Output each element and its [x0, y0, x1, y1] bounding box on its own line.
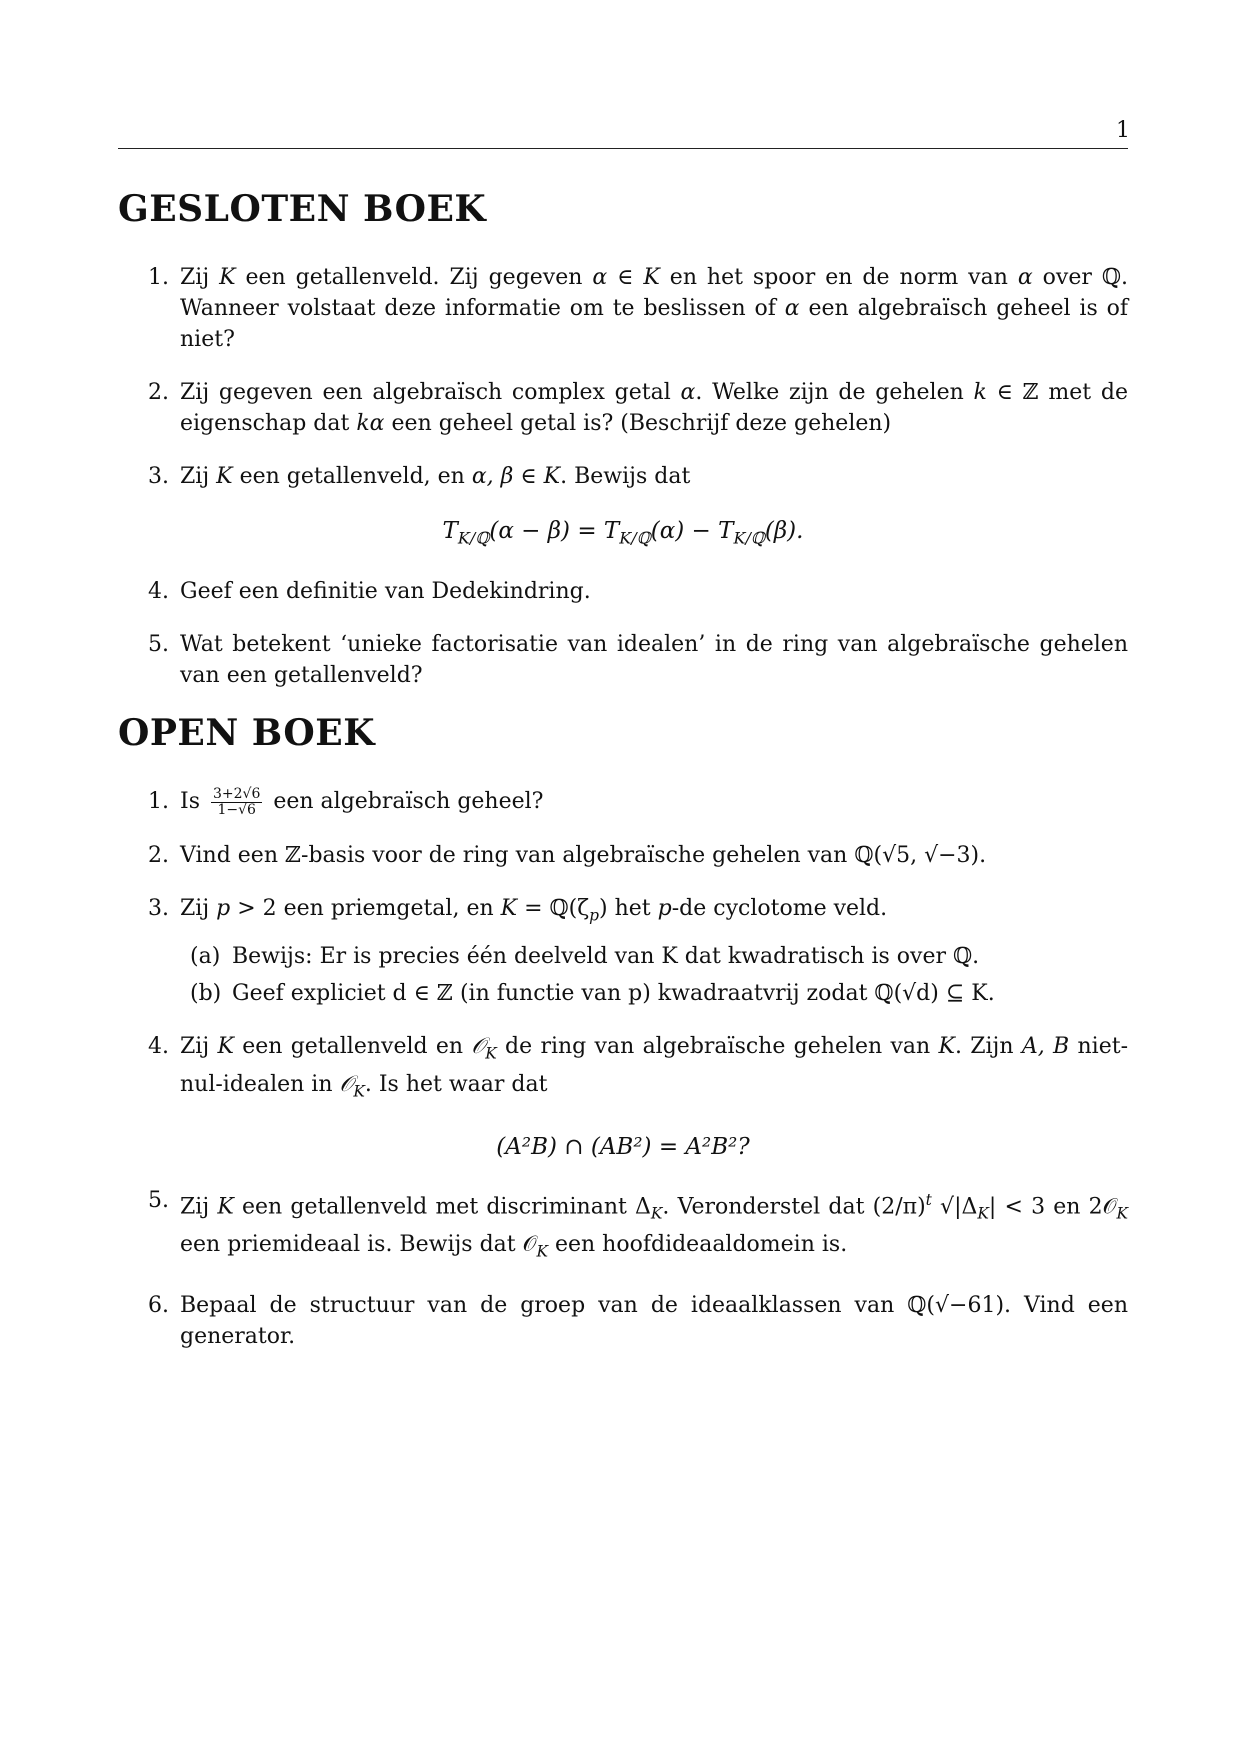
- math-symbol: α: [784, 296, 800, 321]
- question-item: [118, 629, 1128, 691]
- sub-question-label: (b): [190, 980, 222, 1006]
- page-number: 1: [1116, 118, 1130, 143]
- sub-question: [180, 978, 1128, 1009]
- question-item: [118, 262, 1128, 355]
- section-title-open-boek: OPEN BOEK: [118, 712, 375, 754]
- display-equation: $T_{K/ℚ}(\alpha - \beta) = T_{K/ℚ}(\alpha) - T_{K/ℚ}(\beta)$.: [442, 518, 804, 548]
- math-symbol: kα: [356, 411, 385, 436]
- math-symbol: α: [1017, 265, 1033, 290]
- math-symbol: K: [217, 1033, 234, 1059]
- question-number: 2.: [148, 380, 169, 405]
- question-text: . Zijn: [954, 1033, 1022, 1059]
- question-text: ) het: [599, 895, 658, 921]
- question-number: 5.: [148, 631, 169, 657]
- question-text: een geheel getal is? (Beschrijf deze gehelen): [384, 411, 892, 436]
- question-text: Zij: [180, 265, 220, 290]
- question-text: een priemideaal is. Bewijs dat 𝒪: [180, 1232, 537, 1258]
- question-text: √|Δ: [931, 1194, 978, 1219]
- question-text: ∈: [513, 464, 544, 489]
- question-number: 6.: [148, 1292, 169, 1318]
- display-equation: (A²B) ∩ (AB²) = A²B²?: [496, 1133, 750, 1160]
- math-subscript: K: [353, 1082, 365, 1101]
- question-item: [118, 840, 1128, 871]
- math-symbol: 𝒪: [339, 1072, 354, 1098]
- question-text: een algebraïsch geheel is of niet?: [180, 296, 1128, 352]
- header-rule: [118, 148, 1128, 149]
- question-text: > 2 een priemgetal, en: [230, 895, 501, 921]
- math-subscript: p: [589, 905, 600, 924]
- math-symbol: α: [680, 380, 696, 405]
- question-text: . Welke zijn de gehelen: [695, 380, 974, 405]
- question-text: een getallenveld met discriminant Δ: [233, 1194, 651, 1219]
- question-item: [118, 1031, 1128, 1163]
- math-symbol: K: [217, 1194, 234, 1219]
- math-symbol: α, β: [471, 464, 514, 489]
- question-text: ∈ ℤ met de eigenschap dat: [180, 380, 1128, 436]
- question-text: Zij: [180, 464, 217, 489]
- math-symbol: K: [543, 464, 561, 489]
- question-number: 2.: [148, 842, 169, 868]
- question-text: . Veronderstel dat (2/π): [662, 1194, 926, 1219]
- question-text: een getallenveld. Zij gegeven: [235, 265, 593, 290]
- question-text: Wat betekent ‘unieke factorisatie van idealen’ in de ring van algebraïsche gehelen van een getallenveld?: [180, 631, 1128, 688]
- question-text: een hoofdideaaldomein is.: [547, 1232, 848, 1258]
- question-text: Zij: [180, 895, 217, 921]
- question-item: [118, 1290, 1128, 1352]
- question-text: Geef een definitie van Dedekindring.: [180, 578, 591, 604]
- math-subscript: K: [977, 1204, 989, 1223]
- question-number: 4.: [148, 578, 169, 604]
- math-subscript: K: [1116, 1204, 1129, 1223]
- question-number: 1.: [148, 789, 169, 814]
- math-subscript: K: [650, 1204, 663, 1223]
- math-symbol: A, B: [1021, 1033, 1070, 1059]
- question-item: [118, 377, 1128, 439]
- question-number: 3.: [148, 464, 169, 489]
- question-number: 3.: [148, 895, 169, 921]
- fraction: [211, 787, 262, 818]
- math-symbol: k: [973, 380, 987, 405]
- math-symbol: p: [657, 895, 672, 921]
- question-text: een getallenveld, en: [232, 464, 472, 489]
- question-text: = ℚ(ζ: [517, 895, 590, 921]
- question-text: . Bewijs dat: [560, 464, 691, 489]
- math-subscript: K: [536, 1242, 548, 1261]
- math-superscript: t: [925, 1190, 932, 1209]
- math-symbol: K: [216, 464, 233, 489]
- question-item: [118, 461, 1128, 554]
- sub-question-text: Bewijs: Er is precies één deelveld van K dat kwadratisch is over ℚ.: [232, 943, 980, 969]
- gesloten-boek-questions: [118, 262, 1128, 691]
- question-text: een getallenveld en: [233, 1033, 472, 1059]
- math-symbol: K: [500, 895, 518, 921]
- question-text: Vind een ℤ-basis voor de ring van algebraïsche gehelen van ℚ(√5, √−3).: [180, 842, 987, 868]
- question-text: -de cyclotome veld.: [671, 895, 888, 921]
- question-item: [118, 576, 1128, 607]
- sub-question-text: Geef expliciet d ∈ ℤ (in functie van p) kwadraatvrij zodat ℚ(√d) ⊆ K.: [232, 980, 995, 1006]
- fraction-denominator: 1−√6: [217, 801, 256, 818]
- math-symbol: K: [219, 265, 236, 290]
- question-text: Zij gegeven een algebraïsch complex getal: [180, 380, 681, 405]
- question-number: 5.: [148, 1187, 169, 1213]
- fraction-numerator: 3+2√6: [212, 785, 261, 802]
- question-text: Is: [180, 789, 207, 814]
- question-text: de ring van algebraïsche gehelen van: [496, 1033, 939, 1059]
- question-number: 4.: [148, 1033, 169, 1059]
- question-text: Zij: [180, 1194, 218, 1219]
- question-text: over ℚ. Wanneer volstaat deze informatie om te beslissen of: [180, 265, 1128, 321]
- question-text: | < 3 en 2𝒪: [988, 1194, 1117, 1219]
- question-text: niet-nul-idealen in: [180, 1033, 1129, 1098]
- question-item: [118, 786, 1128, 818]
- question-item: [118, 1185, 1128, 1268]
- question-text: Zij: [180, 1033, 218, 1059]
- open-boek-questions: [118, 786, 1128, 1352]
- sub-question: [180, 941, 1128, 972]
- section-title-gesloten-boek: GESLOTEN BOEK: [118, 188, 487, 230]
- question-text: . Is het waar dat: [364, 1072, 548, 1098]
- question-item: [118, 893, 1128, 1009]
- math-symbol: p: [216, 895, 231, 921]
- question-text: een algebraïsch geheel?: [266, 789, 544, 814]
- math-subscript: K: [485, 1044, 497, 1063]
- math-symbol: K: [938, 1033, 955, 1059]
- question-number: 1.: [148, 265, 169, 290]
- sub-question-label: (a): [190, 943, 221, 969]
- math-symbol: 𝒪: [471, 1033, 486, 1059]
- question-text: Bepaal de structuur van de groep van de ideaalklassen van ℚ(√−61). Vind een generator.: [180, 1292, 1128, 1349]
- question-text: en het spoor en de norm van: [659, 265, 1018, 290]
- math-symbol: α ∈ K: [592, 265, 660, 290]
